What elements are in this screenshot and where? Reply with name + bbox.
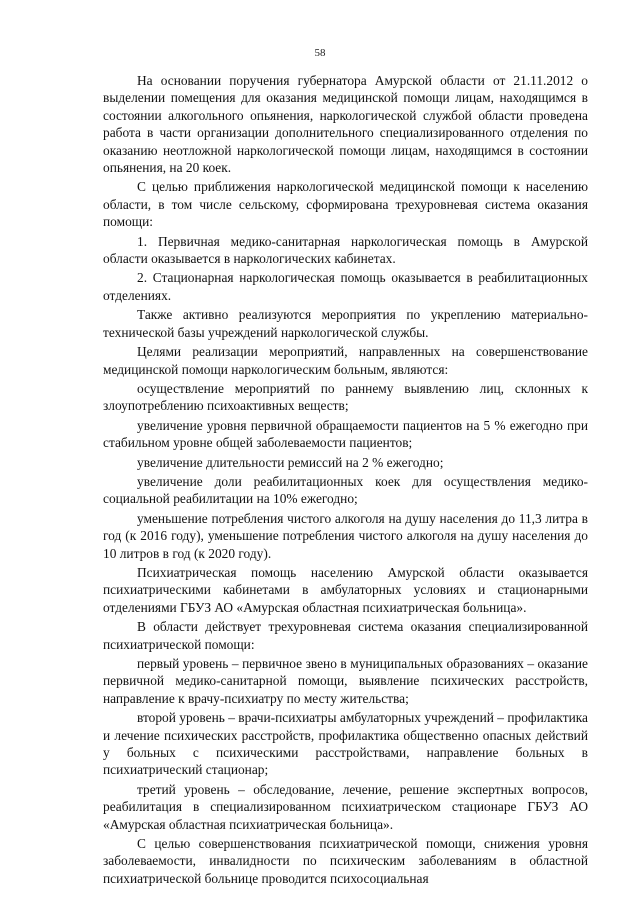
paragraph: На основании поручения губернатора Амурской области от 21.11.2012 о выделении помещения для оказания медицинской помощи лицам, находящимся в состоянии алкогольного опьянения, наркологической службой области проведена работа в части организации дополнительного специализированного отделения по оказанию неотложной наркологической помощи лицам, находящимся в состоянии опьянения, на 20 коек.: [103, 73, 588, 176]
paragraph: 1. Первичная медико-санитарная наркологическая помощь в Амурской области оказывается в наркологических кабинетах.: [103, 233, 588, 267]
paragraph: второй уровень – врачи-психиатры амбулаторных учреждений – профилактика и лечение психических расстройств, профилактика общественно опасных действий у больных с психическими расстройствами, направление больных в психиатрический стационар;: [103, 710, 588, 778]
document-body: [103, 72, 588, 889]
paragraph: С целью приближения наркологической медицинской помощи к населению области, в том числе сельскому, сформирована трехуровневая система оказания помощи:: [103, 179, 588, 230]
paragraph: третий уровень – обследование, лечение, решение экспертных вопросов, реабилитация в специализированном психиатрическом стационаре ГБУЗ АО «Амурская областная психиатрическая больница».: [103, 781, 588, 832]
paragraph: первый уровень – первичное звено в муниципальных образованиях – оказание первичной медико-санитарной помощи, выявление психических расстройств, направление к врачу-психиатру по месту жительства;: [103, 656, 588, 706]
paragraph: В области действует трехуровневая система оказания специализированной психиатрической помощи:: [103, 619, 588, 652]
paragraph: 2. Стационарная наркологическая помощь оказывается в реабилитационных отделениях.: [103, 270, 588, 303]
paragraph: увеличение длительности ремиссий на 2 % ежегодно;: [137, 454, 444, 470]
paragraph: С целью совершенствования психиатрической помощи, снижения уровня заболеваемости, инвалидности по психическим заболеваниям в областной психиатрической больнице проводится психосоциальная: [103, 836, 588, 886]
paragraph: Целями реализации мероприятий, направленных на совершенствование медицинской помощи наркологическим больным, являются:: [103, 344, 588, 377]
paragraph: увеличение уровня первичной обращаемости пациентов на 5 % ежегодно при стабильном уровне общей заболеваемости пациентов;: [103, 417, 588, 451]
paragraph: Также активно реализуются мероприятия по укреплению материально-технической базы учреждений наркологической службы.: [103, 307, 588, 340]
paragraph: уменьшение потребления чистого алкоголя на душу населения до 11,3 литра в год (к 2016 году), уменьшение потребления чистого алкоголя на душу населения до 10 литров в год (к 2020 году).: [103, 510, 588, 561]
page-number: 58: [314, 47, 326, 59]
paragraph: осуществление мероприятий по раннему выявлению лиц, склонных к злоупотреблению психоактивных веществ;: [103, 380, 588, 414]
paragraph: Психиатрическая помощь населению Амурской области оказывается психиатрическими кабинетами в амбулаторных условиях и стационарными отделениями ГБУЗ АО «Амурская областная психиатрическая больница».: [103, 564, 588, 615]
paragraph: увеличение доли реабилитационных коек для осуществления медико-социальной реабилитации на 10% ежегодно;: [103, 473, 588, 507]
